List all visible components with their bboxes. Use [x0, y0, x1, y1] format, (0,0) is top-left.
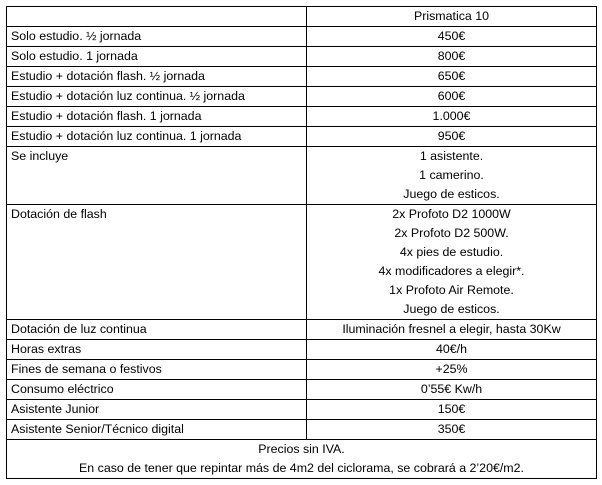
price-table-body — [7, 7, 597, 479]
row-value-line: 350€ — [437, 422, 466, 436]
row-value — [307, 87, 597, 107]
footer-note-line: En caso de tener que repintar más de 4m2 del ciclorama, se cobrará a 2’20€/m2. — [79, 461, 524, 475]
table-row — [7, 27, 597, 47]
row-value-line: Iluminación fresnel a elegir, hasta 30Kw — [342, 322, 561, 336]
row-value-line: 150€ — [437, 402, 466, 416]
price-table — [6, 6, 597, 479]
row-value-line: 650€ — [437, 69, 466, 83]
header-cell-studio: Prismatica 10 — [307, 7, 597, 27]
table-row — [7, 205, 597, 320]
table-row — [7, 67, 597, 87]
row-value-line: Juego de esticos. — [403, 187, 500, 201]
row-value-line: 0’55€ Kw/h — [420, 382, 483, 396]
row-value-line: 4x modificadores a elegir*. — [378, 264, 525, 278]
row-value-line: 1x Profoto Air Remote. — [389, 283, 514, 297]
row-value-line: 1 camerino. — [419, 168, 484, 182]
row-value — [307, 320, 597, 340]
row-value — [307, 107, 597, 127]
row-value-line: 4x pies de estudio. — [399, 245, 504, 259]
row-value-line: 1 asistente. — [419, 149, 484, 163]
row-label: Se incluye — [7, 147, 307, 205]
row-value — [307, 400, 597, 420]
table-footer-row — [7, 440, 597, 479]
footer-note — [7, 440, 597, 479]
table-row — [7, 360, 597, 380]
table-row — [7, 320, 597, 340]
row-label: Consumo eléctrico — [7, 380, 307, 400]
table-row — [7, 400, 597, 420]
row-label: Asistente Junior — [7, 400, 307, 420]
row-value — [307, 147, 597, 205]
row-value — [307, 380, 597, 400]
table-row — [7, 380, 597, 400]
row-value-line: 600€ — [437, 89, 466, 103]
row-label: Asistente Senior/Técnico digital — [7, 420, 307, 440]
row-value-line: 1.000€ — [432, 109, 471, 123]
row-label: Dotación de luz continua — [7, 320, 307, 340]
table-row — [7, 87, 597, 107]
row-label: Fines de semana o festivos — [7, 360, 307, 380]
row-value-line: 950€ — [437, 129, 466, 143]
row-label: Estudio + dotación luz continua. 1 jornada — [7, 127, 307, 147]
row-value — [307, 27, 597, 47]
footer-note-line: Precios sin IVA. — [258, 442, 345, 456]
row-value-line: Juego de esticos. — [403, 302, 500, 316]
header-cell-empty — [7, 7, 307, 27]
table-row — [7, 340, 597, 360]
row-value — [307, 47, 597, 67]
row-label: Horas extras — [7, 340, 307, 360]
row-value-line: 800€ — [437, 49, 466, 63]
row-value-line: 450€ — [437, 29, 466, 43]
row-label: Estudio + dotación flash. 1 jornada — [7, 107, 307, 127]
row-value-line: 2x Profoto D2 1000W — [392, 207, 511, 221]
row-value — [307, 420, 597, 440]
row-value — [307, 340, 597, 360]
table-row — [7, 47, 597, 67]
row-value-line: +25% — [435, 362, 468, 376]
row-value-line: 2x Profoto D2 500W. — [394, 226, 509, 240]
row-value — [307, 67, 597, 87]
row-value — [307, 127, 597, 147]
row-label: Estudio + dotación flash. ½ jornada — [7, 67, 307, 87]
row-label: Dotación de flash — [7, 205, 307, 320]
table-row — [7, 107, 597, 127]
row-value — [307, 360, 597, 380]
row-value — [307, 205, 597, 320]
table-row — [7, 127, 597, 147]
row-label: Solo estudio. 1 jornada — [7, 47, 307, 67]
row-label: Solo estudio. ½ jornada — [7, 27, 307, 47]
table-header-row — [7, 7, 597, 27]
table-row — [7, 147, 597, 205]
row-label: Estudio + dotación luz continua. ½ jornada — [7, 87, 307, 107]
row-value-line: 40€/h — [435, 342, 467, 356]
table-row — [7, 420, 597, 440]
